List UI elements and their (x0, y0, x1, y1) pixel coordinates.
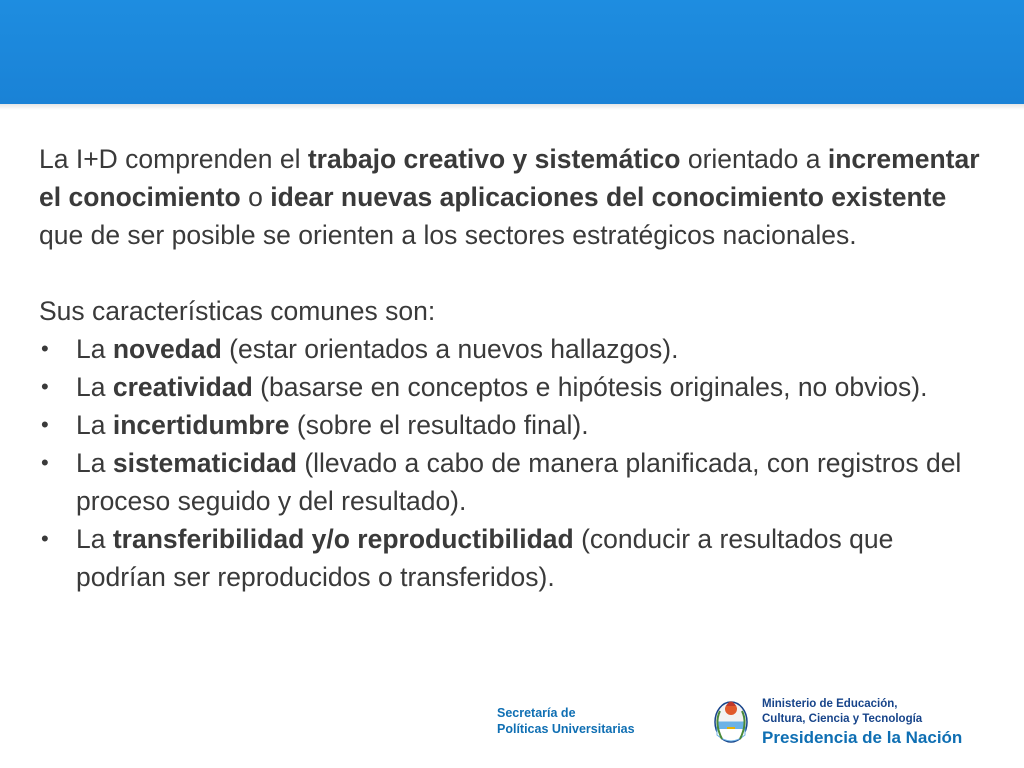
slide-body (39, 140, 989, 596)
definition-text-2: orientado a (680, 144, 828, 174)
item-description: (sobre el resultado final). (289, 410, 589, 440)
characteristics-list (39, 330, 989, 596)
item-prefix: La (76, 372, 113, 402)
header-shadow (0, 104, 1024, 110)
characteristics-intro: Sus características comunes son: (39, 296, 436, 326)
item-prefix: La (76, 334, 113, 364)
definition-bold-1: trabajo creativo y sistemático (307, 144, 681, 174)
secretaria-line-2: Políticas Universitarias (497, 722, 635, 736)
ministerio-line-2: Cultura, Ciencia y Tecnología (762, 713, 923, 725)
secretaria-logo (497, 705, 635, 737)
spacer (39, 254, 989, 292)
header-band (0, 0, 1024, 104)
item-description: (conducir a resultados que podrían ser reproducidos o transferidos). (76, 524, 894, 592)
item-keyword: transferibilidad y/o reproductibilidad (112, 524, 574, 554)
item-keyword: creatividad (112, 372, 253, 402)
bullet-icon: • (41, 412, 49, 437)
definition-text-1: La I+D comprenden el (39, 144, 308, 174)
item-prefix: La (76, 448, 113, 478)
ministerio-logo (762, 697, 962, 749)
definition-bold-3: idear nuevas aplicaciones del conocimiento existente (270, 182, 947, 212)
item-keyword: incertidumbre (112, 410, 290, 440)
definition-text-4: que de ser posible se orienten a los sectores estratégicos nacionales. (39, 220, 857, 250)
list-item (39, 330, 989, 368)
item-description: (basarse en conceptos e hipótesis originales, no obvios). (252, 372, 928, 402)
ministerio-line-1: Ministerio de Educación, (762, 698, 898, 710)
bullet-icon: • (41, 526, 49, 551)
list-item (39, 406, 989, 444)
list-item (39, 444, 989, 520)
list-item (39, 368, 989, 406)
item-prefix: La (76, 410, 113, 440)
secretaria-line-1: Secretaría de (497, 706, 576, 720)
item-prefix: La (76, 524, 113, 554)
bullet-icon: • (41, 374, 49, 399)
national-seal-icon (712, 695, 750, 747)
list-item (39, 520, 989, 596)
bullet-icon: • (41, 336, 49, 361)
definition-paragraph (39, 140, 989, 254)
item-description: (llevado a cabo de manera planificada, con registros del proceso seguido y del resultado). (76, 448, 962, 516)
item-keyword: sistematicidad (112, 448, 297, 478)
item-keyword: novedad (112, 334, 222, 364)
item-description: (estar orientados a nuevos hallazgos). (221, 334, 679, 364)
definition-text-3: o (240, 182, 271, 212)
bullet-icon: • (41, 450, 49, 475)
presidencia-label: Presidencia de la Nación (762, 728, 963, 747)
definition-bold-2: incrementar el conocimiento (39, 144, 980, 212)
